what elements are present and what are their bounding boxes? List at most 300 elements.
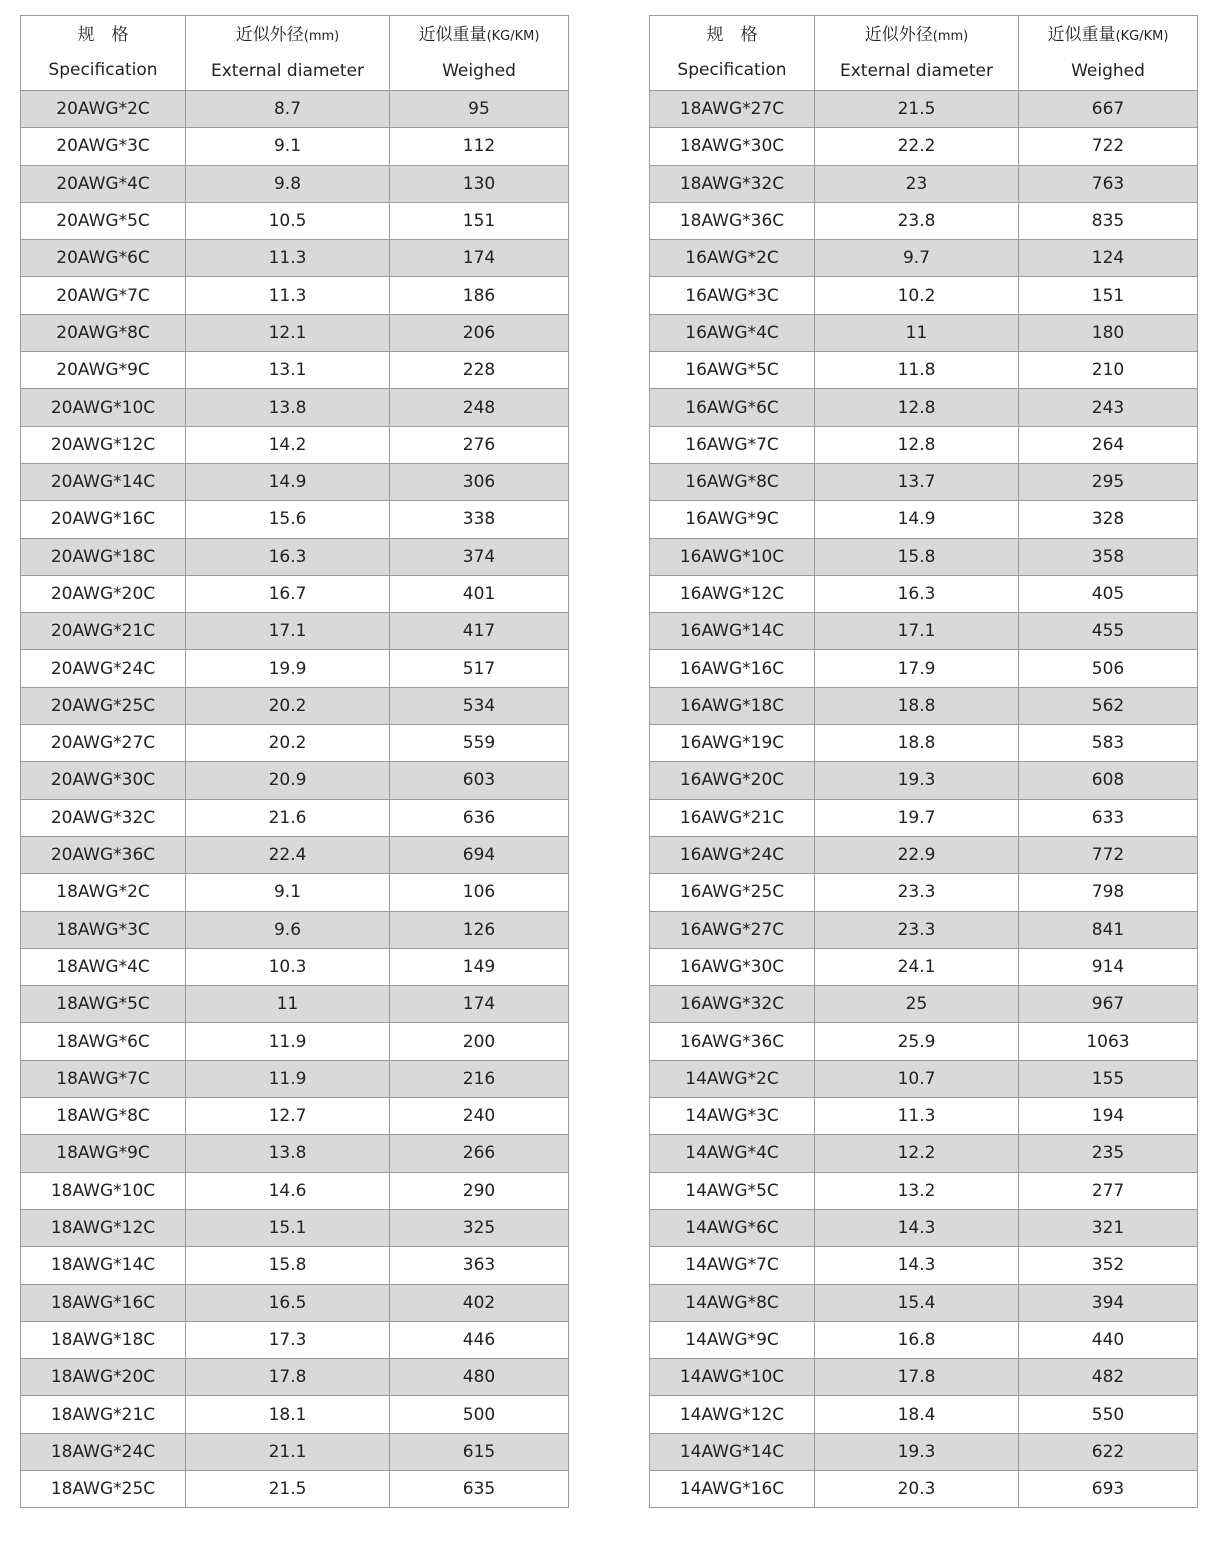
cell-specification: 20AWG*2C (21, 91, 186, 128)
cell-weight: 417 (390, 613, 569, 650)
table-row (21, 575, 569, 612)
cell-specification: 20AWG*18C (21, 538, 186, 575)
table-row (21, 1023, 569, 1060)
cell-specification: 16AWG*4C (650, 314, 815, 351)
cell-specification: 14AWG*16C (650, 1470, 815, 1507)
cell-weight: 363 (390, 1247, 569, 1284)
cell-external-diameter: 14.3 (815, 1247, 1019, 1284)
table-row (650, 1209, 1198, 1246)
cell-specification: 16AWG*9C (650, 501, 815, 538)
cell-external-diameter: 24.1 (815, 948, 1019, 985)
table-row (21, 91, 569, 128)
table-row (650, 165, 1198, 202)
cell-weight: 534 (390, 687, 569, 724)
table-row (650, 799, 1198, 836)
cell-specification: 14AWG*2C (650, 1060, 815, 1097)
cell-external-diameter: 21.5 (186, 1470, 390, 1507)
cell-weight: 446 (390, 1321, 569, 1358)
table-row (650, 463, 1198, 500)
table-row (21, 1247, 569, 1284)
table-row (650, 1321, 1198, 1358)
cell-specification: 18AWG*8C (21, 1098, 186, 1135)
table-row (650, 1098, 1198, 1135)
cell-specification: 14AWG*12C (650, 1396, 815, 1433)
header-spec-en: Specification (48, 60, 158, 80)
cell-external-diameter: 20.2 (186, 687, 390, 724)
cell-weight: 1063 (1019, 1023, 1198, 1060)
cell-weight: 206 (390, 314, 569, 351)
cell-weight: 636 (390, 799, 569, 836)
table-row (650, 762, 1198, 799)
cell-external-diameter: 18.1 (186, 1396, 390, 1433)
table-row (21, 277, 569, 314)
cell-external-diameter: 17.8 (815, 1359, 1019, 1396)
cell-weight: 174 (390, 240, 569, 277)
table-row (650, 240, 1198, 277)
cell-external-diameter: 16.3 (186, 538, 390, 575)
table-row (21, 948, 569, 985)
cell-weight: 155 (1019, 1060, 1198, 1097)
table-row (21, 314, 569, 351)
cell-specification: 16AWG*6C (650, 389, 815, 426)
cell-external-diameter: 13.1 (186, 352, 390, 389)
cell-weight: 835 (1019, 202, 1198, 239)
cell-specification: 18AWG*5C (21, 986, 186, 1023)
header-weight-en: Weighed (442, 60, 516, 81)
cell-external-diameter: 17.8 (186, 1359, 390, 1396)
cell-external-diameter: 16.5 (186, 1284, 390, 1321)
cell-external-diameter: 14.9 (815, 501, 1019, 538)
cell-external-diameter: 15.6 (186, 501, 390, 538)
table-row (650, 538, 1198, 575)
cell-weight: 106 (390, 874, 569, 911)
table-row (650, 948, 1198, 985)
cell-external-diameter: 9.1 (186, 128, 390, 165)
cell-specification: 18AWG*20C (21, 1359, 186, 1396)
table-row (650, 91, 1198, 128)
cell-external-diameter: 12.8 (815, 389, 1019, 426)
cell-specification: 18AWG*2C (21, 874, 186, 911)
cell-specification: 18AWG*21C (21, 1396, 186, 1433)
cell-specification: 18AWG*30C (650, 128, 815, 165)
header-diameter-cn: 近似外径 (864, 24, 933, 45)
cell-weight: 112 (390, 128, 569, 165)
cell-weight: 635 (390, 1470, 569, 1507)
table-row (21, 538, 569, 575)
cell-external-diameter: 9.8 (186, 165, 390, 202)
cell-weight: 240 (390, 1098, 569, 1135)
table-row (650, 277, 1198, 314)
table-row (21, 426, 569, 463)
header-specification (21, 16, 186, 91)
table-row (650, 1172, 1198, 1209)
cell-specification: 20AWG*21C (21, 613, 186, 650)
cell-specification: 14AWG*14C (650, 1433, 815, 1470)
table-row (650, 911, 1198, 948)
table-row (21, 613, 569, 650)
cell-specification: 18AWG*3C (21, 911, 186, 948)
cell-specification: 20AWG*32C (21, 799, 186, 836)
cell-external-diameter: 17.9 (815, 650, 1019, 687)
table-row (21, 1060, 569, 1097)
cell-weight: 216 (390, 1060, 569, 1097)
cell-weight: 151 (390, 202, 569, 239)
table-row (650, 575, 1198, 612)
cell-weight: 722 (1019, 128, 1198, 165)
cell-external-diameter: 9.6 (186, 911, 390, 948)
table-row (21, 799, 569, 836)
cell-specification: 20AWG*6C (21, 240, 186, 277)
cell-specification: 16AWG*16C (650, 650, 815, 687)
cell-external-diameter: 17.1 (815, 613, 1019, 650)
table-row (650, 501, 1198, 538)
cell-specification: 18AWG*4C (21, 948, 186, 985)
cell-specification: 20AWG*24C (21, 650, 186, 687)
cell-external-diameter: 21.5 (815, 91, 1019, 128)
cell-weight: 210 (1019, 352, 1198, 389)
cell-external-diameter: 21.6 (186, 799, 390, 836)
cell-specification: 16AWG*32C (650, 986, 815, 1023)
table-row (21, 762, 569, 799)
cell-external-diameter: 15.4 (815, 1284, 1019, 1321)
cell-weight: 95 (390, 91, 569, 128)
cell-specification: 16AWG*30C (650, 948, 815, 985)
cell-weight: 151 (1019, 277, 1198, 314)
cell-external-diameter: 19.3 (815, 1433, 1019, 1470)
table-row (21, 352, 569, 389)
cell-specification: 18AWG*14C (21, 1247, 186, 1284)
cell-specification: 14AWG*5C (650, 1172, 815, 1209)
cell-external-diameter: 14.6 (186, 1172, 390, 1209)
cell-weight: 402 (390, 1284, 569, 1321)
cell-external-diameter: 18.4 (815, 1396, 1019, 1433)
cell-weight: 394 (1019, 1284, 1198, 1321)
table-row (21, 501, 569, 538)
cell-specification: 16AWG*25C (650, 874, 815, 911)
cell-specification: 14AWG*8C (650, 1284, 815, 1321)
header-spec-cn: 规 格 (77, 25, 129, 45)
table-row (650, 128, 1198, 165)
table-row (650, 1247, 1198, 1284)
table-row (21, 1470, 569, 1507)
cell-weight: 667 (1019, 91, 1198, 128)
cell-external-diameter: 11.3 (815, 1098, 1019, 1135)
cell-specification: 18AWG*9C (21, 1135, 186, 1172)
table-row (650, 650, 1198, 687)
table-row (21, 202, 569, 239)
table-row (650, 1359, 1198, 1396)
cell-external-diameter: 11 (186, 986, 390, 1023)
header-spec-en: Specification (677, 60, 787, 80)
cell-external-diameter: 14.3 (815, 1209, 1019, 1246)
cell-specification: 20AWG*25C (21, 687, 186, 724)
cell-external-diameter: 20.9 (186, 762, 390, 799)
cell-weight: 126 (390, 911, 569, 948)
cell-weight: 290 (390, 1172, 569, 1209)
cell-weight: 328 (1019, 501, 1198, 538)
cell-weight: 174 (390, 986, 569, 1023)
cell-specification: 20AWG*7C (21, 277, 186, 314)
table-row (21, 463, 569, 500)
cell-external-diameter: 23.8 (815, 202, 1019, 239)
cell-weight: 455 (1019, 613, 1198, 650)
cell-specification: 16AWG*14C (650, 613, 815, 650)
cell-weight: 124 (1019, 240, 1198, 277)
cell-external-diameter: 12.8 (815, 426, 1019, 463)
cell-specification: 18AWG*7C (21, 1060, 186, 1097)
table-row (21, 687, 569, 724)
cell-external-diameter: 11 (815, 314, 1019, 351)
cell-external-diameter: 9.7 (815, 240, 1019, 277)
cell-external-diameter: 10.5 (186, 202, 390, 239)
cell-external-diameter: 22.2 (815, 128, 1019, 165)
cell-external-diameter: 15.8 (815, 538, 1019, 575)
cell-weight: 633 (1019, 799, 1198, 836)
cell-external-diameter: 21.1 (186, 1433, 390, 1470)
cell-specification: 16AWG*19C (650, 725, 815, 762)
cell-specification: 20AWG*27C (21, 725, 186, 762)
cell-weight: 517 (390, 650, 569, 687)
header-diameter-cn: 近似外径 (235, 24, 304, 45)
cell-weight: 914 (1019, 948, 1198, 985)
cell-external-diameter: 18.8 (815, 725, 1019, 762)
cell-weight: 401 (390, 575, 569, 612)
cell-external-diameter: 23.3 (815, 911, 1019, 948)
table-row (650, 874, 1198, 911)
table-row (650, 352, 1198, 389)
cell-specification: 20AWG*8C (21, 314, 186, 351)
cell-specification: 16AWG*7C (650, 426, 815, 463)
table-row (21, 1135, 569, 1172)
cell-weight: 480 (390, 1359, 569, 1396)
cell-weight: 763 (1019, 165, 1198, 202)
table-row (650, 986, 1198, 1023)
header-weight (1019, 16, 1198, 91)
cell-weight: 694 (390, 836, 569, 873)
cell-weight: 550 (1019, 1396, 1198, 1433)
cell-weight: 266 (390, 1135, 569, 1172)
cell-weight: 374 (390, 538, 569, 575)
cell-specification: 16AWG*36C (650, 1023, 815, 1060)
cell-external-diameter: 17.3 (186, 1321, 390, 1358)
header-weight (390, 16, 569, 91)
cell-weight: 243 (1019, 389, 1198, 426)
cell-external-diameter: 11.8 (815, 352, 1019, 389)
cell-external-diameter: 11.9 (186, 1023, 390, 1060)
table-row (650, 1396, 1198, 1433)
cell-specification: 14AWG*7C (650, 1247, 815, 1284)
header-weight-unit: (KG/KM) (1115, 28, 1169, 44)
table-row (21, 240, 569, 277)
cell-weight: 583 (1019, 725, 1198, 762)
header-specification (650, 16, 815, 91)
table-row (650, 725, 1198, 762)
table-row (650, 1023, 1198, 1060)
table-row (21, 389, 569, 426)
cell-external-diameter: 12.2 (815, 1135, 1019, 1172)
cell-external-diameter: 11.3 (186, 240, 390, 277)
cell-weight: 608 (1019, 762, 1198, 799)
cell-weight: 603 (390, 762, 569, 799)
cell-specification: 20AWG*16C (21, 501, 186, 538)
table-row (650, 687, 1198, 724)
cell-specification: 18AWG*12C (21, 1209, 186, 1246)
cell-external-diameter: 19.7 (815, 799, 1019, 836)
cell-weight: 248 (390, 389, 569, 426)
spec-table-left (20, 15, 569, 1508)
cell-external-diameter: 20.3 (815, 1470, 1019, 1507)
cell-external-diameter: 9.1 (186, 874, 390, 911)
table-row (21, 1396, 569, 1433)
cell-external-diameter: 16.8 (815, 1321, 1019, 1358)
header-weight-unit: (KG/KM) (486, 28, 540, 44)
cell-specification: 16AWG*18C (650, 687, 815, 724)
cell-weight: 772 (1019, 836, 1198, 873)
table-row (21, 650, 569, 687)
cell-specification: 20AWG*4C (21, 165, 186, 202)
cell-external-diameter: 15.8 (186, 1247, 390, 1284)
cell-specification: 16AWG*2C (650, 240, 815, 277)
cell-weight: 693 (1019, 1470, 1198, 1507)
cell-specification: 20AWG*30C (21, 762, 186, 799)
cell-specification: 16AWG*27C (650, 911, 815, 948)
cell-weight: 622 (1019, 1433, 1198, 1470)
cell-specification: 14AWG*4C (650, 1135, 815, 1172)
table-row (650, 426, 1198, 463)
table-row (650, 1284, 1198, 1321)
table-row (21, 1172, 569, 1209)
cell-external-diameter: 19.9 (186, 650, 390, 687)
header-weight-cn: 近似重量 (1047, 24, 1116, 45)
table-row (650, 202, 1198, 239)
table-row (21, 1098, 569, 1135)
cell-specification: 20AWG*12C (21, 426, 186, 463)
cell-external-diameter: 8.7 (186, 91, 390, 128)
header-diameter-unit: (mm) (932, 28, 969, 44)
cell-specification: 16AWG*24C (650, 836, 815, 873)
cell-specification: 16AWG*8C (650, 463, 815, 500)
table-row (21, 165, 569, 202)
cell-specification: 20AWG*5C (21, 202, 186, 239)
table-row (650, 836, 1198, 873)
table-row (21, 986, 569, 1023)
table-header-row (21, 16, 569, 91)
cell-weight: 194 (1019, 1098, 1198, 1135)
cell-external-diameter: 14.9 (186, 463, 390, 500)
cell-specification: 18AWG*16C (21, 1284, 186, 1321)
header-diameter (815, 16, 1019, 91)
cell-weight: 321 (1019, 1209, 1198, 1246)
table-row (650, 1135, 1198, 1172)
cell-weight: 130 (390, 165, 569, 202)
header-weight-en: Weighed (1071, 60, 1145, 81)
cell-weight: 276 (390, 426, 569, 463)
spec-table-right (649, 15, 1198, 1508)
table-row (21, 836, 569, 873)
cell-specification: 16AWG*21C (650, 799, 815, 836)
table-row (21, 1284, 569, 1321)
cell-external-diameter: 13.8 (186, 389, 390, 426)
cell-specification: 20AWG*9C (21, 352, 186, 389)
table-row (21, 911, 569, 948)
cell-specification: 18AWG*36C (650, 202, 815, 239)
cell-specification: 18AWG*10C (21, 1172, 186, 1209)
table-row (650, 1433, 1198, 1470)
cell-external-diameter: 18.8 (815, 687, 1019, 724)
cell-external-diameter: 17.1 (186, 613, 390, 650)
cell-weight: 325 (390, 1209, 569, 1246)
cell-weight: 149 (390, 948, 569, 985)
cell-external-diameter: 13.8 (186, 1135, 390, 1172)
cell-specification: 20AWG*20C (21, 575, 186, 612)
cell-external-diameter: 11.9 (186, 1060, 390, 1097)
cell-weight: 228 (390, 352, 569, 389)
cell-external-diameter: 13.2 (815, 1172, 1019, 1209)
cell-specification: 16AWG*5C (650, 352, 815, 389)
table-header-row (650, 16, 1198, 91)
cell-weight: 798 (1019, 874, 1198, 911)
cell-external-diameter: 14.2 (186, 426, 390, 463)
table-row (21, 874, 569, 911)
cell-weight: 405 (1019, 575, 1198, 612)
cell-weight: 235 (1019, 1135, 1198, 1172)
cell-specification: 20AWG*3C (21, 128, 186, 165)
cell-external-diameter: 15.1 (186, 1209, 390, 1246)
cell-weight: 559 (390, 725, 569, 762)
cell-weight: 200 (390, 1023, 569, 1060)
cell-external-diameter: 10.7 (815, 1060, 1019, 1097)
cell-external-diameter: 10.3 (186, 948, 390, 985)
cell-specification: 14AWG*10C (650, 1359, 815, 1396)
table-row (21, 725, 569, 762)
cell-external-diameter: 19.3 (815, 762, 1019, 799)
cell-weight: 500 (390, 1396, 569, 1433)
cell-specification: 16AWG*12C (650, 575, 815, 612)
cell-external-diameter: 10.2 (815, 277, 1019, 314)
header-weight-cn: 近似重量 (418, 24, 487, 45)
cell-weight: 967 (1019, 986, 1198, 1023)
cell-specification: 20AWG*10C (21, 389, 186, 426)
cell-specification: 16AWG*20C (650, 762, 815, 799)
cell-specification: 14AWG*3C (650, 1098, 815, 1135)
cell-weight: 482 (1019, 1359, 1198, 1396)
table-row (21, 1433, 569, 1470)
cell-weight: 338 (390, 501, 569, 538)
cell-weight: 264 (1019, 426, 1198, 463)
cell-external-diameter: 16.7 (186, 575, 390, 612)
cell-weight: 295 (1019, 463, 1198, 500)
table-row (21, 1359, 569, 1396)
cell-weight: 440 (1019, 1321, 1198, 1358)
cell-specification: 16AWG*3C (650, 277, 815, 314)
cell-specification: 20AWG*14C (21, 463, 186, 500)
cell-specification: 18AWG*6C (21, 1023, 186, 1060)
cell-external-diameter: 23.3 (815, 874, 1019, 911)
cell-specification: 16AWG*10C (650, 538, 815, 575)
cell-weight: 841 (1019, 911, 1198, 948)
cell-external-diameter: 23 (815, 165, 1019, 202)
cell-weight: 277 (1019, 1172, 1198, 1209)
table-row (650, 1470, 1198, 1507)
table-row (650, 613, 1198, 650)
cell-weight: 186 (390, 277, 569, 314)
cell-external-diameter: 25 (815, 986, 1019, 1023)
cell-weight: 352 (1019, 1247, 1198, 1284)
cell-specification: 18AWG*24C (21, 1433, 186, 1470)
cell-weight: 306 (390, 463, 569, 500)
cell-specification: 18AWG*25C (21, 1470, 186, 1507)
header-diameter-en: External diameter (840, 60, 993, 81)
